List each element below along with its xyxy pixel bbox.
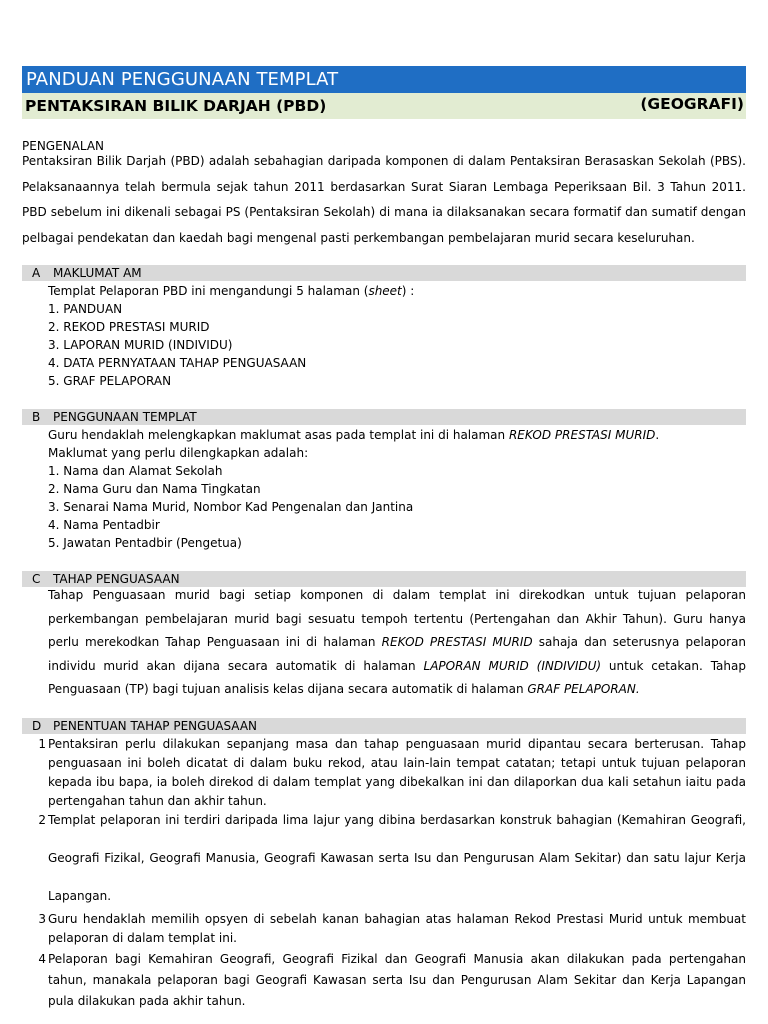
item-text: Templat pelaporan ini terdiri daripada lima lajur yang dibina berdasarkan konstruk bahagian (Kemahiran Geografi, Geografi Fizikal, Geografi Manusia, Geografi Kawasan serta Isu dan Pengurusan Alam Sekitar) dan satu lajur Kerja Lapangan. [48, 812, 746, 903]
subject-label: (GEOGRAFI) [640, 95, 744, 113]
section-c-bar [22, 571, 746, 587]
list-item: 5. GRAF PELAPORAN [48, 374, 172, 388]
section-d-letter: D [32, 718, 42, 733]
list-item: 3. LAPORAN MURID (INDIVIDU) [48, 338, 233, 352]
list-item: 2. Nama Guru dan Nama Tingkatan [48, 482, 261, 496]
document-subtitle: PENTAKSIRAN BILIK DARJAH (PBD) [25, 97, 327, 115]
list-item [22, 735, 746, 811]
list-item [22, 801, 746, 915]
section-a-letter: A [32, 266, 41, 280]
section-d-bar [22, 718, 746, 734]
section-c-letter: C [32, 572, 41, 586]
item-number: 3 [38, 911, 46, 926]
section-b-content [22, 426, 746, 552]
section-b-lead2: Maklumat yang perlu dilengkapkan adalah: [48, 446, 309, 460]
item-text: Guru hendaklah memilih opsyen di sebelah kanan bahagian atas halaman Rekod Prestasi Murid untuk membuat pelaporan di dalam templat ini. [48, 911, 746, 945]
document-page [22, 66, 746, 1012]
list-item: 5. Jawatan Pentadbir (Pengetua) [48, 536, 242, 550]
document-subtitle-bar [22, 93, 746, 119]
item-text: Pelaporan bagi Kemahiran Geografi, Geografi Fizikal dan Geografi Manusia akan dilakukan pada pertengahan tahun, manakala pelaporan bagi Geografi Kawasan serta Isu dan Pengurusan Alam Sekitar dan Kerja Lapangan pula dilakukan pada akhir tahun. [48, 951, 746, 1008]
list-item: 1. PANDUAN [48, 302, 123, 316]
list-item: 2. REKOD PRESTASI MURID [48, 320, 210, 334]
section-b-letter: B [32, 410, 41, 424]
list-item: 4. DATA PERNYATAAN TAHAP PENGUASAAN [48, 356, 307, 370]
section-a-lead: Templat Pelaporan PBD ini mengandungi 5 halaman (sheet) : [48, 284, 415, 298]
intro-title: PENGENALAN [22, 139, 105, 153]
section-b-lead: Guru hendaklah melengkapkan maklumat asas pada templat ini di halaman REKOD PRESTASI MURID. [48, 428, 660, 442]
document-title: PANDUAN PENGGUNAAN TEMPLAT [22, 66, 746, 93]
section-c-paragraph: Tahap Penguasaan murid bagi setiap komponen di dalam templat ini direkodkan untuk tujuan pelaporan perkembangan pembelajaran murid bagi sesuatu tempoh tertentu (Pertengahan dan Akhir Tahun). Guru hanya perlu merekodkan Tahap Penguasaan ini di halaman REKOD PRESTASI MURID sahaja dan seterusnya pelaporan individu murid akan dijana secara automatik di halaman LAPORAN MURID (INDIVIDU) untuk cetakan. Tahap Penguasaan (TP) bagi tujuan analisis kelas dijana secara automatik di halaman GRAF PELAPORAN. [48, 588, 747, 696]
intro-paragraph: Pentaksiran Bilik Darjah (PBD) adalah sebahagian daripada komponen di dalam Pentaksiran Berasaskan Sekolah (PBS). Pelaksanaannya telah bermula sejak tahun 2011 berdasarkan Surat Siaran Lembaga Peperiksaan Bil. 3 Tahun 2011. PBD sebelum ini dikenali sebagai PS (Pentaksiran Sekolah) di mana ia dilaksanakan secara formatif dan sumatif dengan pelbagai pendekatan dan kaedah bagi mengenal pasti perkembangan pembelajaran murid secara keseluruhan. [22, 154, 746, 245]
item-number: 4 [38, 951, 46, 966]
section-d-title: PENENTUAN TAHAP PENGUASAAN [53, 718, 258, 733]
section-b-title: PENGGUNAAN TEMPLAT [53, 410, 197, 424]
list-item [22, 910, 746, 948]
section-a-bar [22, 265, 746, 281]
list-item [22, 949, 746, 1012]
item-number: 1 [38, 736, 46, 751]
list-item: 4. Nama Pentadbir [48, 518, 160, 532]
section-d-list [22, 735, 746, 1012]
item-number: 2 [38, 812, 46, 827]
section-c-title: TAHAP PENGUASAAN [53, 572, 180, 586]
section-a-content [22, 282, 746, 390]
list-item: 1. Nama dan Alamat Sekolah [48, 464, 223, 478]
section-a-title: MAKLUMAT AM [53, 266, 142, 280]
section-b-bar [22, 409, 746, 425]
item-text: Pentaksiran perlu dilakukan sepanjang masa dan tahap penguasaan murid dipantau secara berterusan. Tahap penguasaan ini boleh dicatat di dalam buku rekod, atau lain-lain tempat catatan; tetapi untuk tujuan pelaporan kepada ibu bapa, ia boleh direkod di dalam templat yang dibekalkan ini dan dilaporkan dua kali setahun iaitu pada pertengahan tahun dan akhir tahun. [48, 736, 746, 808]
list-item: 3. Senarai Nama Murid, Nombor Kad Pengenalan dan Jantina [48, 500, 414, 514]
